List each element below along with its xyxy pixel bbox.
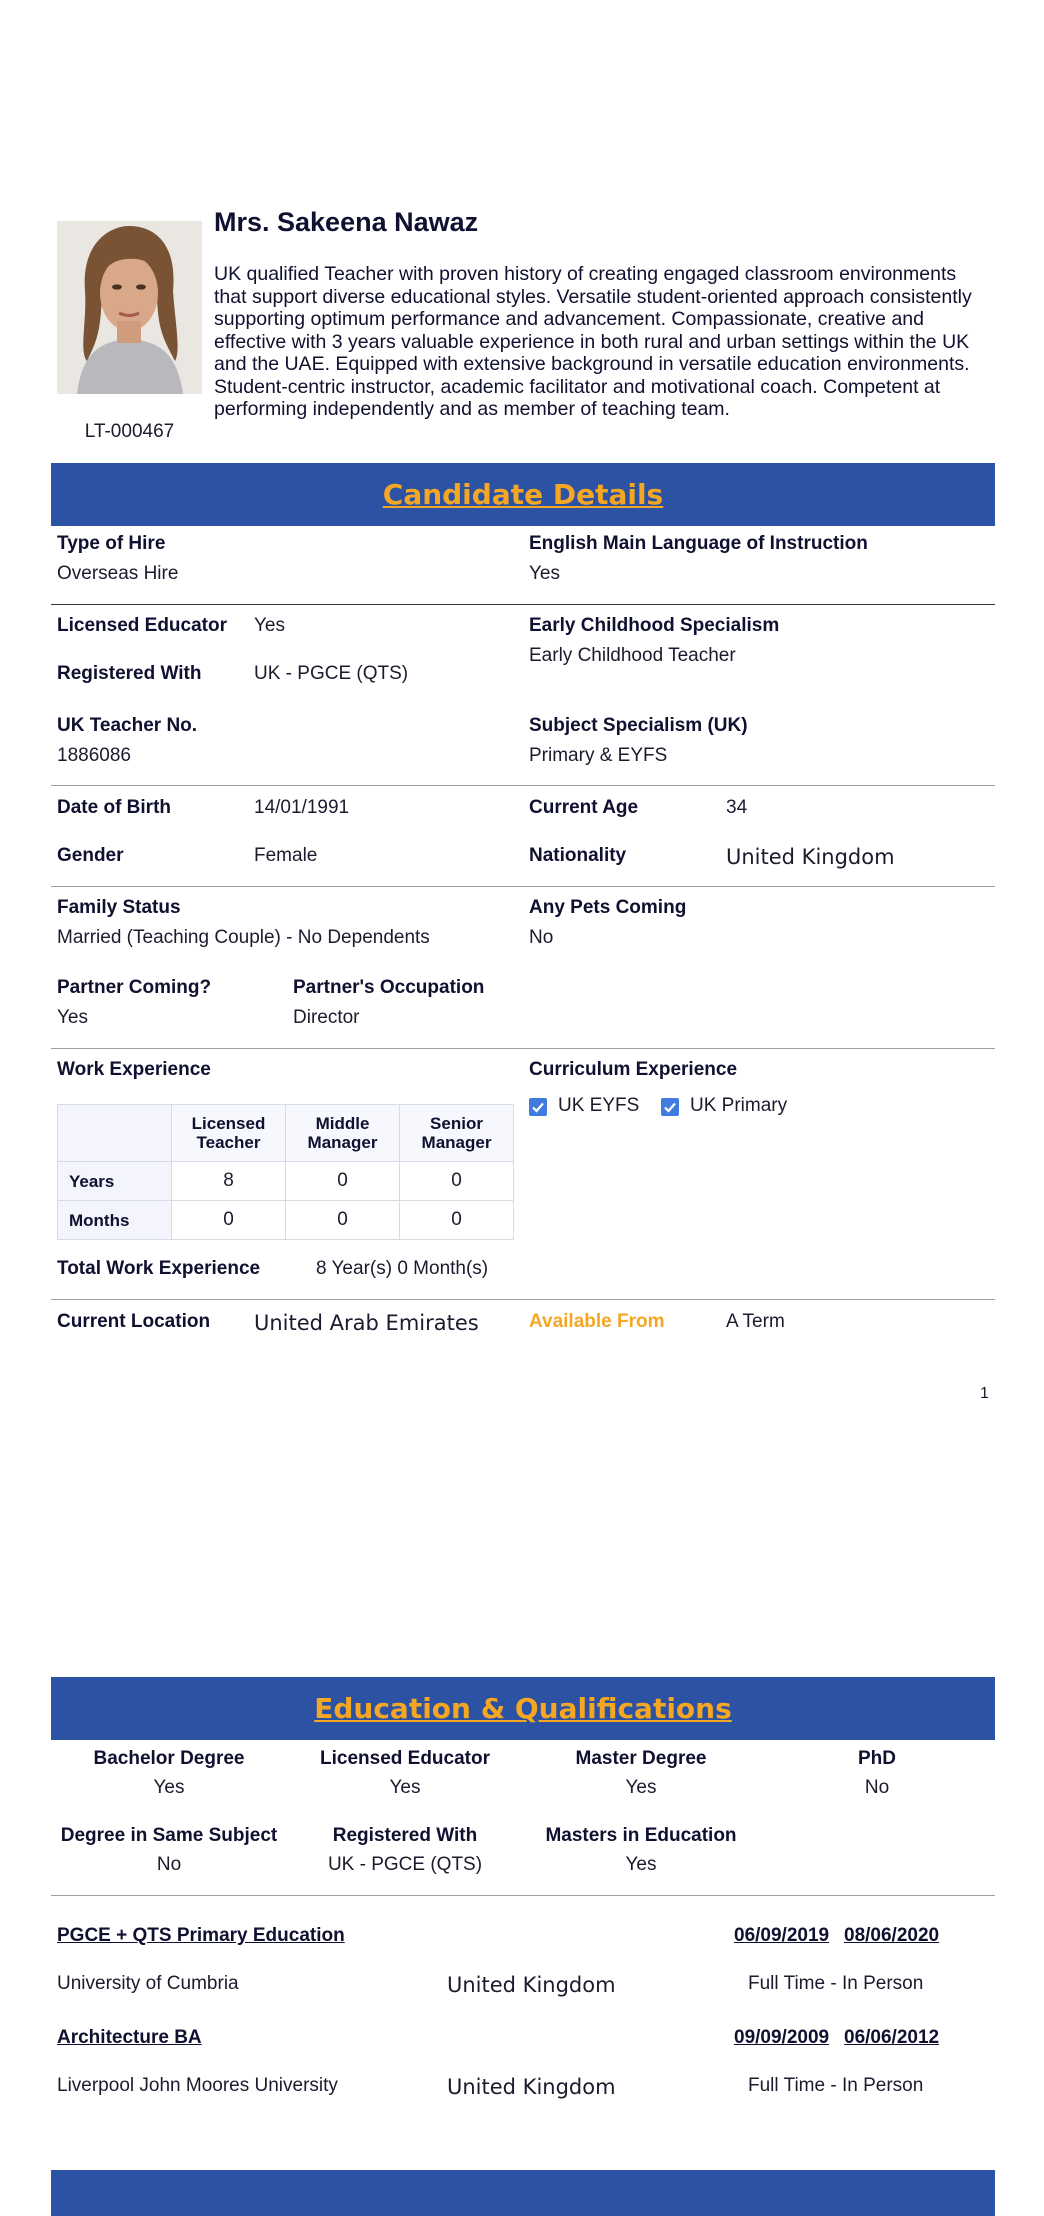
page-number: 1 — [980, 1385, 989, 1402]
nationality-label: Nationality — [529, 845, 627, 866]
early-childhood-value: Early Childhood Teacher — [529, 645, 736, 666]
subject-value: Primary & EYFS — [529, 745, 668, 766]
divider — [51, 1895, 995, 1896]
age-value: 34 — [726, 797, 748, 818]
registered-with-label: Registered With — [332, 1825, 478, 1846]
phd-value: No — [864, 1777, 890, 1798]
total-experience-value: 8 Year(s) 0 Month(s) — [316, 1258, 489, 1279]
licensed-value: Yes — [254, 615, 285, 636]
table-row — [58, 1201, 514, 1240]
divider — [51, 785, 995, 786]
partner-occupation-value: Director — [293, 1007, 360, 1028]
candidate-name: Mrs. Sakeena Nawaz — [214, 207, 479, 237]
master-degree-value: Yes — [625, 1777, 657, 1798]
dob-label: Date of Birth — [57, 797, 171, 818]
table-header: Middle Manager — [286, 1105, 400, 1162]
table-cell: 0 — [172, 1201, 286, 1240]
pets-label: Any Pets Coming — [529, 897, 687, 918]
curriculum-item-primary: UK Primary — [690, 1095, 788, 1116]
registered-label: Registered With — [57, 663, 202, 684]
degree-institution: University of Cumbria — [57, 1973, 239, 1994]
curriculum-experience-label: Curriculum Experience — [529, 1059, 738, 1080]
degree-title: Architecture BA — [57, 2027, 202, 2048]
teacher-no-value: 1886086 — [57, 745, 131, 766]
table-cell: 0 — [400, 1162, 514, 1201]
table-cell: 0 — [286, 1162, 400, 1201]
master-degree-label: Master Degree — [575, 1748, 707, 1769]
banner-title: Candidate Details — [382, 478, 664, 511]
type-of-hire-value: Overseas Hire — [57, 563, 179, 584]
partner-occupation-label: Partner's Occupation — [293, 977, 485, 998]
family-status-value: Married (Teaching Couple) - No Dependents — [57, 927, 430, 948]
registered-value: UK - PGCE (QTS) — [254, 663, 409, 684]
current-location-label: Current Location — [57, 1311, 211, 1332]
candidate-reference: LT-000467 — [84, 421, 175, 442]
available-from-label: Available From — [529, 1311, 665, 1332]
same-subject-value: No — [156, 1854, 182, 1875]
partner-coming-label: Partner Coming? — [57, 977, 212, 998]
degree-mode: Full Time - In Person — [748, 2075, 924, 2096]
degree-institution: Liverpool John Moores University — [57, 2075, 338, 2096]
degree-start-date: 09/09/2009 — [734, 2027, 830, 2048]
total-experience-label: Total Work Experience — [57, 1258, 261, 1279]
subject-label: Subject Specialism (UK) — [529, 715, 748, 736]
banner-title: Education & Qualifications — [314, 1692, 732, 1725]
licensed-educator-value: Yes — [389, 1777, 421, 1798]
licensed-educator-label: Licensed Educator — [320, 1748, 490, 1769]
row-label: Years — [58, 1162, 172, 1201]
divider — [51, 1048, 995, 1049]
table-header: Licensed Teacher — [172, 1105, 286, 1162]
nationality-value: United Kingdom — [726, 845, 895, 869]
divider — [51, 604, 995, 605]
education-banner — [51, 1677, 995, 1740]
degree-country: United Kingdom — [447, 1973, 616, 1997]
work-experience-label: Work Experience — [57, 1059, 211, 1080]
row-label: Months — [58, 1201, 172, 1240]
divider — [51, 886, 995, 887]
english-value: Yes — [529, 563, 560, 584]
curriculum-item-eyfs: UK EYFS — [558, 1095, 640, 1116]
licensed-label: Licensed Educator — [57, 615, 227, 636]
early-childhood-label: Early Childhood Specialism — [529, 615, 780, 636]
gender-value: Female — [254, 845, 318, 866]
available-from-value: A Term — [726, 1311, 785, 1332]
table-cell: 0 — [286, 1201, 400, 1240]
age-label: Current Age — [529, 797, 639, 818]
phd-label: PhD — [858, 1748, 896, 1769]
masters-in-education-value: Yes — [625, 1854, 657, 1875]
gender-label: Gender — [57, 845, 124, 866]
table-header: Senior Manager — [400, 1105, 514, 1162]
table-cell: 0 — [400, 1201, 514, 1240]
pets-value: No — [529, 927, 554, 948]
english-label: English Main Language of Instruction — [529, 533, 868, 554]
masters-in-education-label: Masters in Education — [545, 1825, 737, 1846]
table-row — [58, 1162, 514, 1201]
work-experience-table — [57, 1104, 514, 1240]
degree-end-date: 08/06/2020 — [844, 1925, 940, 1946]
same-subject-label: Degree in Same Subject — [60, 1825, 278, 1846]
table-corner — [58, 1105, 172, 1162]
registered-with-value: UK - PGCE (QTS) — [327, 1854, 483, 1875]
table-cell: 8 — [172, 1162, 286, 1201]
degree-start-date: 06/09/2019 — [734, 1925, 830, 1946]
bachelor-degree-label: Bachelor Degree — [93, 1748, 245, 1769]
candidate-photo — [57, 221, 202, 394]
teacher-no-label: UK Teacher No. — [57, 715, 198, 736]
partner-coming-value: Yes — [57, 1007, 88, 1028]
candidate-details-banner — [51, 463, 995, 526]
curriculum-checkbox-primary[interactable] — [661, 1098, 679, 1116]
dob-value: 14/01/1991 — [254, 797, 350, 818]
divider — [51, 1299, 995, 1300]
type-of-hire-label: Type of Hire — [57, 533, 166, 554]
current-location-value: United Arab Emirates — [254, 1311, 479, 1335]
bachelor-degree-value: Yes — [153, 1777, 185, 1798]
degree-country: United Kingdom — [447, 2075, 616, 2099]
degree-title: PGCE + QTS Primary Education — [57, 1925, 345, 1946]
next-section-banner — [51, 2170, 995, 2216]
family-status-label: Family Status — [57, 897, 181, 918]
degree-mode: Full Time - In Person — [748, 1973, 924, 1994]
curriculum-checkbox-eyfs[interactable] — [529, 1098, 547, 1116]
degree-end-date: 06/06/2012 — [844, 2027, 940, 2048]
candidate-bio: UK qualified Teacher with proven history of creating engaged classroom environments that support diverse educational styles. Versatile student-oriented approach consistently supporting optimum performance and advancement. Compassionate, creative and effective with 3 years valuable experience in both rural and urban settings within the UK and the UAE. Equipped with extensive background in versatile education environments. Student-centric instructor, academic facilitator and motivational coach. Competent at performing independently and as member of teaching team. — [214, 263, 972, 420]
